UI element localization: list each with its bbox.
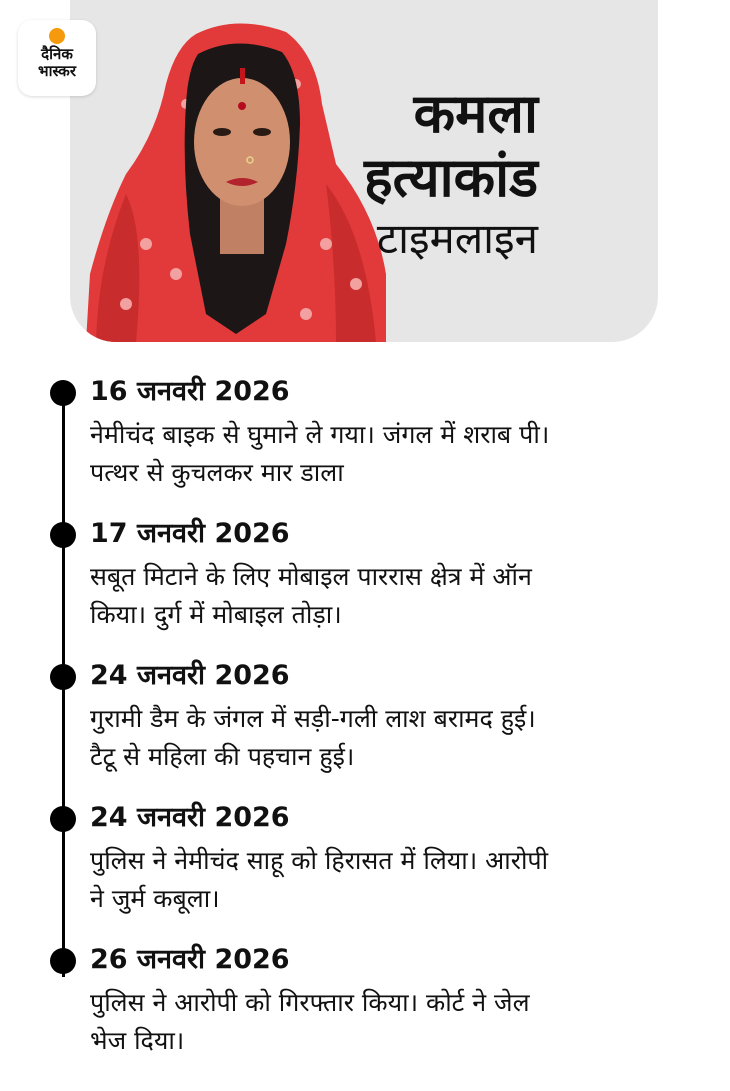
- timeline-dot: [50, 948, 76, 974]
- sun-icon: [49, 28, 65, 44]
- event-description: [90, 416, 700, 492]
- event-desc-line: टैटू से महिला की पहचान हुई।: [90, 742, 355, 771]
- event-date: 24 जनवरी 2026: [90, 660, 290, 691]
- event-date: 16 जनवरी 2026: [90, 376, 290, 407]
- event-desc-line: गुरामी डैम के जंगल में सड़ी-गली लाश बरामद हुई।: [90, 704, 536, 733]
- event-desc-line: पुलिस ने नेमीचंद साहू को हिरासत में लिया। आरोपी: [90, 846, 549, 875]
- event-date: 17 जनवरी 2026: [90, 518, 290, 549]
- event-desc-line: किया। दुर्ग में मोबाइल तोड़ा।: [90, 600, 342, 629]
- timeline-dot: [50, 664, 76, 690]
- timeline: [0, 370, 730, 1070]
- event-desc-line: ने जुर्म कबूला।: [90, 884, 220, 913]
- event-description: [90, 558, 700, 634]
- event-desc-line: पत्थर से कुचलकर मार डाला: [90, 458, 344, 487]
- header-card: [70, 0, 658, 342]
- event-desc-line: भेज दिया।: [90, 1026, 185, 1055]
- timeline-dot: [50, 522, 76, 548]
- timeline-dot: [50, 806, 76, 832]
- event-date: 24 जनवरी 2026: [90, 802, 290, 833]
- event-desc-line: पुलिस ने आरोपी को गिरफ्तार किया। कोर्ट ने जेल: [90, 988, 530, 1017]
- event-description: [90, 984, 700, 1060]
- subtitle: टाइमलाइन: [376, 214, 538, 263]
- event-description: [90, 842, 700, 918]
- event-date: 26 जनवरी 2026: [90, 944, 290, 975]
- event-description: [90, 700, 700, 776]
- event-desc-line: नेमीचंद बाइक से घुमाने ले गया। जंगल में शराब पी।: [90, 420, 550, 449]
- title-line-1: कमला: [413, 82, 538, 145]
- title-line-2: हत्याकांड: [364, 146, 538, 209]
- logo-text-line-1: दैनिक: [41, 45, 73, 63]
- event-desc-line: सबूत मिटाने के लिए मोबाइल पाररास क्षेत्र में ऑन: [90, 562, 532, 591]
- woman-portrait-illustration: [86, 14, 386, 342]
- dainik-bhaskar-logo: [18, 20, 96, 96]
- timeline-dot: [50, 380, 76, 406]
- logo-text-line-2: भास्कर: [38, 62, 76, 80]
- title-block: [364, 82, 538, 268]
